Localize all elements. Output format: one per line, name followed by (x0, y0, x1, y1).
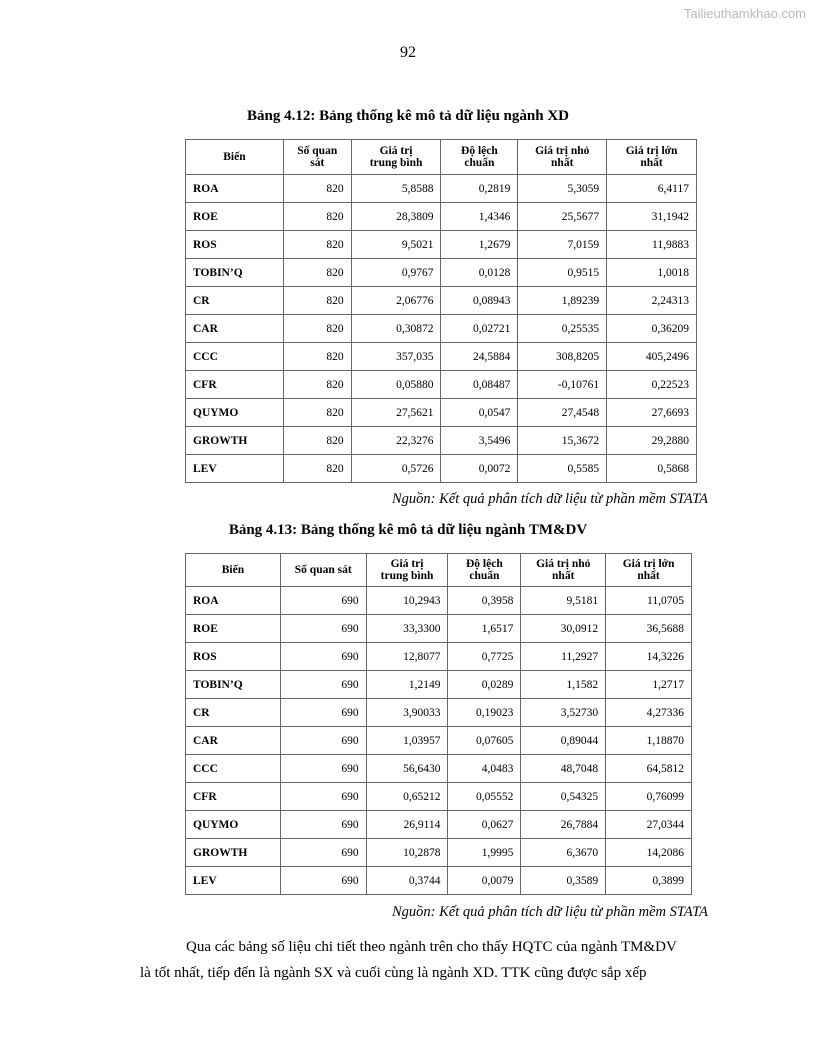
value-cell: 0,0289 (448, 671, 521, 699)
value-cell: 0,5726 (351, 455, 441, 483)
value-cell: 690 (280, 671, 366, 699)
variable-name-cell: QUYMO (186, 399, 284, 427)
value-cell: 0,5585 (518, 455, 607, 483)
table-row (186, 811, 692, 839)
value-cell: 1,89239 (518, 287, 607, 315)
value-cell: 24,5884 (441, 343, 518, 371)
table-row (186, 315, 697, 343)
value-cell: 0,19023 (448, 699, 521, 727)
table-header-row (186, 140, 697, 175)
value-cell: 1,2149 (366, 671, 448, 699)
value-cell: 820 (283, 455, 351, 483)
header-so-quan-sat: Số quan sát (280, 554, 366, 587)
value-cell: 820 (283, 315, 351, 343)
value-cell: 0,05880 (351, 371, 441, 399)
variable-name-cell: TOBIN’Q (186, 259, 284, 287)
value-cell: 11,2927 (521, 643, 606, 671)
table-caption-4-13: Bảng 4.13: Bảng thống kê mô tả dữ liệu ngành TM&DV (228, 522, 588, 538)
value-cell: 820 (283, 175, 351, 203)
table-row (186, 615, 692, 643)
table-row (186, 727, 692, 755)
value-cell: 0,3589 (521, 867, 606, 895)
value-cell: 0,3958 (448, 587, 521, 615)
value-cell: 0,9515 (518, 259, 607, 287)
variable-name-cell: ROS (186, 231, 284, 259)
value-cell: 11,9883 (607, 231, 697, 259)
value-cell: 5,8588 (351, 175, 441, 203)
value-cell: 0,3899 (606, 867, 692, 895)
value-cell: 0,2819 (441, 175, 518, 203)
value-cell: 2,06776 (351, 287, 441, 315)
value-cell: 29,2880 (607, 427, 697, 455)
value-cell: 690 (280, 755, 366, 783)
variable-name-cell: CR (186, 287, 284, 315)
value-cell: 690 (280, 811, 366, 839)
variable-name-cell: ROE (186, 203, 284, 231)
header-bien: Biến (186, 554, 281, 587)
value-cell: 690 (280, 587, 366, 615)
value-cell: 1,9995 (448, 839, 521, 867)
variable-name-cell: CR (186, 699, 281, 727)
value-cell: 3,5496 (441, 427, 518, 455)
value-cell: 2,24313 (607, 287, 697, 315)
table-row (186, 867, 692, 895)
value-cell: 0,76099 (606, 783, 692, 811)
variable-name-cell: CFR (186, 783, 281, 811)
variable-name-cell: LEV (186, 867, 281, 895)
value-cell: 0,25535 (518, 315, 607, 343)
value-cell: 0,0128 (441, 259, 518, 287)
value-cell: 5,3059 (518, 175, 607, 203)
table-row (186, 783, 692, 811)
variable-name-cell: ROS (186, 643, 281, 671)
value-cell: 22,3276 (351, 427, 441, 455)
table-row (186, 231, 697, 259)
value-cell: 820 (283, 203, 351, 231)
value-cell: 26,7884 (521, 811, 606, 839)
value-cell: 9,5181 (521, 587, 606, 615)
header-do-lech: Độ lệch chuẩn (448, 554, 521, 587)
value-cell: 30,0912 (521, 615, 606, 643)
value-cell: 0,0079 (448, 867, 521, 895)
header-lon-nhat: Giá trị lớn nhất (607, 140, 697, 175)
table-row (186, 203, 697, 231)
table-body (186, 175, 697, 483)
value-cell: 0,07605 (448, 727, 521, 755)
value-cell: 12,8077 (366, 643, 448, 671)
value-cell: 6,4117 (607, 175, 697, 203)
value-cell: 14,2086 (606, 839, 692, 867)
value-cell: 820 (283, 427, 351, 455)
value-cell: 308,8205 (518, 343, 607, 371)
value-cell: 27,6693 (607, 399, 697, 427)
value-cell: 0,0072 (441, 455, 518, 483)
value-cell: 33,3300 (366, 615, 448, 643)
table-row (186, 399, 697, 427)
variable-name-cell: QUYMO (186, 811, 281, 839)
value-cell: 0,30872 (351, 315, 441, 343)
value-cell: 28,3809 (351, 203, 441, 231)
value-cell: -0,10761 (518, 371, 607, 399)
value-cell: 1,2717 (606, 671, 692, 699)
value-cell: 0,08487 (441, 371, 518, 399)
table-row (186, 343, 697, 371)
value-cell: 690 (280, 727, 366, 755)
value-cell: 7,0159 (518, 231, 607, 259)
value-cell: 1,0018 (607, 259, 697, 287)
value-cell: 1,18870 (606, 727, 692, 755)
value-cell: 0,05552 (448, 783, 521, 811)
value-cell: 0,65212 (366, 783, 448, 811)
value-cell: 357,035 (351, 343, 441, 371)
table-row (186, 427, 697, 455)
header-do-lech: Độ lệch chuẩn (441, 140, 518, 175)
variable-name-cell: CCC (186, 343, 284, 371)
variable-name-cell: ROA (186, 175, 284, 203)
variable-name-cell: GROWTH (186, 839, 281, 867)
value-cell: 1,1582 (521, 671, 606, 699)
table-row (186, 755, 692, 783)
value-cell: 27,0344 (606, 811, 692, 839)
table-body (186, 587, 692, 895)
value-cell: 690 (280, 699, 366, 727)
value-cell: 10,2878 (366, 839, 448, 867)
value-cell: 3,52730 (521, 699, 606, 727)
stats-table-xd (185, 139, 697, 483)
value-cell: 690 (280, 615, 366, 643)
paragraph-line-1: Qua các bảng số liệu chi tiết theo ngành trên cho thấy HQTC của ngành TM&DV (186, 939, 677, 955)
value-cell: 820 (283, 371, 351, 399)
header-nho-nhat: Giá trị nhỏ nhất (521, 554, 606, 587)
value-cell: 48,7048 (521, 755, 606, 783)
value-cell: 0,89044 (521, 727, 606, 755)
value-cell: 36,5688 (606, 615, 692, 643)
variable-name-cell: CAR (186, 727, 281, 755)
variable-name-cell: LEV (186, 455, 284, 483)
stats-table-tmdv (185, 553, 692, 895)
value-cell: 56,6430 (366, 755, 448, 783)
table-row (186, 643, 692, 671)
variable-name-cell: TOBIN’Q (186, 671, 281, 699)
table-row (186, 699, 692, 727)
value-cell: 820 (283, 259, 351, 287)
value-cell: 1,2679 (441, 231, 518, 259)
header-lon-nhat: Giá trị lớn nhất (606, 554, 692, 587)
variable-name-cell: CFR (186, 371, 284, 399)
value-cell: 405,2496 (607, 343, 697, 371)
header-trung-binh: Giá trị trung bình (366, 554, 448, 587)
paragraph-line-2: là tốt nhất, tiếp đến là ngành SX và cuối cùng là ngành XD. TTK cũng được sắp xếp (140, 965, 647, 981)
value-cell: 27,4548 (518, 399, 607, 427)
value-cell: 0,54325 (521, 783, 606, 811)
value-cell: 64,5812 (606, 755, 692, 783)
value-cell: 3,90033 (366, 699, 448, 727)
value-cell: 0,0547 (441, 399, 518, 427)
value-cell: 0,7725 (448, 643, 521, 671)
header-nho-nhat: Giá trị nhỏ nhất (518, 140, 607, 175)
table-row (186, 455, 697, 483)
page-number: 92 (400, 44, 416, 61)
table-row (186, 371, 697, 399)
value-cell: 0,9767 (351, 259, 441, 287)
value-cell: 820 (283, 231, 351, 259)
variable-name-cell: ROA (186, 587, 281, 615)
source-note-4-12: Nguồn: Kết quả phân tích dữ liệu từ phần mềm STATA (392, 491, 708, 507)
value-cell: 0,0627 (448, 811, 521, 839)
value-cell: 0,36209 (607, 315, 697, 343)
body-paragraph (140, 934, 710, 986)
value-cell: 9,5021 (351, 231, 441, 259)
source-note-4-13: Nguồn: Kết quả phân tích dữ liệu từ phần mềm STATA (392, 904, 708, 920)
header-trung-binh: Giá trị trung bình (351, 140, 441, 175)
value-cell: 820 (283, 287, 351, 315)
value-cell: 1,4346 (441, 203, 518, 231)
table-header-row (186, 554, 692, 587)
table-row (186, 259, 697, 287)
value-cell: 0,02721 (441, 315, 518, 343)
watermark: Tailieuthamkhao.com (683, 6, 806, 21)
value-cell: 820 (283, 399, 351, 427)
value-cell: 0,3744 (366, 867, 448, 895)
header-bien: Biến (186, 140, 284, 175)
value-cell: 1,03957 (366, 727, 448, 755)
table-row (186, 287, 697, 315)
value-cell: 14,3226 (606, 643, 692, 671)
value-cell: 27,5621 (351, 399, 441, 427)
value-cell: 25,5677 (518, 203, 607, 231)
variable-name-cell: CAR (186, 315, 284, 343)
table-row (186, 175, 697, 203)
value-cell: 26,9114 (366, 811, 448, 839)
value-cell: 690 (280, 839, 366, 867)
value-cell: 31,1942 (607, 203, 697, 231)
variable-name-cell: GROWTH (186, 427, 284, 455)
table-row (186, 671, 692, 699)
table-row (186, 839, 692, 867)
variable-name-cell: ROE (186, 615, 281, 643)
value-cell: 6,3670 (521, 839, 606, 867)
table-row (186, 587, 692, 615)
value-cell: 820 (283, 343, 351, 371)
value-cell: 690 (280, 783, 366, 811)
value-cell: 0,22523 (607, 371, 697, 399)
value-cell: 0,5868 (607, 455, 697, 483)
value-cell: 11,0705 (606, 587, 692, 615)
value-cell: 4,27336 (606, 699, 692, 727)
header-so-quan-sat: Số quan sát (283, 140, 351, 175)
value-cell: 690 (280, 867, 366, 895)
value-cell: 0,08943 (441, 287, 518, 315)
value-cell: 1,6517 (448, 615, 521, 643)
table-caption-4-12: Bảng 4.12: Bảng thống kê mô tả dữ liệu ngành XD (247, 108, 569, 124)
value-cell: 15,3672 (518, 427, 607, 455)
variable-name-cell: CCC (186, 755, 281, 783)
value-cell: 4,0483 (448, 755, 521, 783)
value-cell: 690 (280, 643, 366, 671)
value-cell: 10,2943 (366, 587, 448, 615)
